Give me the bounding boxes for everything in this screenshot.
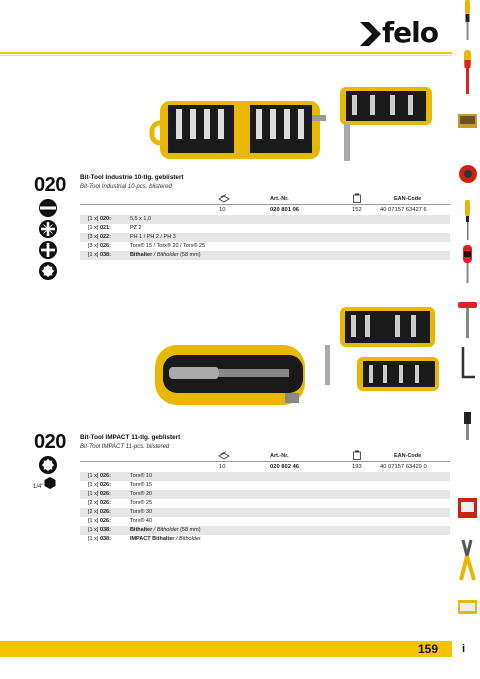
ean-code: 40 07157 63429 0 [380, 464, 427, 470]
ean-code: 40 07157 63427 6 [380, 207, 427, 213]
weight: 193 [352, 464, 362, 470]
table-row: [1 x] 021: PZ 2 [88, 225, 142, 231]
hex-key-icon[interactable] [457, 345, 478, 383]
bit-box-icon[interactable] [457, 110, 478, 134]
torx-tip-icon [38, 261, 58, 281]
precision-screwdriver-icon[interactable] [457, 200, 478, 242]
pack-quantity: 10 [219, 464, 226, 470]
table-rule [80, 204, 450, 205]
header-rule [0, 52, 452, 54]
table-row: [2 x] 026: Torx® 30 [80, 508, 450, 517]
slotted-tip-icon [38, 198, 58, 218]
wrench-case-icon[interactable] [457, 160, 478, 188]
weight-icon [353, 193, 361, 203]
socket-bit-icon[interactable] [457, 410, 478, 442]
product-title: Bit-Tool IMPACT 11-tlg. geblistert [80, 434, 181, 441]
table-row: [1 x] 020: 5,5 x 1,0 [80, 215, 450, 224]
phillips-tip-icon [38, 240, 58, 260]
bit-tool-impact-photo [145, 305, 445, 417]
bit-tool-industrial-photo [140, 83, 440, 163]
drive-size-label: 1/4" [33, 484, 44, 490]
table-row: [1 x] 026: Torx® 15 [88, 482, 153, 488]
pack-quantity-icon [218, 451, 230, 460]
product-subtitle: Bit-Tool IMPACT 11-pcs. blistered [80, 444, 170, 450]
logo-chevron-icon [360, 22, 382, 46]
insulated-screwdriver-icon[interactable] [457, 50, 478, 96]
contents-table [80, 215, 450, 260]
t-handle-icon[interactable] [457, 300, 478, 340]
table-rule [80, 461, 450, 462]
footer-bar [0, 641, 452, 657]
logo-text: felo [382, 16, 439, 49]
pack-quantity-icon [218, 194, 230, 203]
art-nr-header: Art.-Nr. [270, 453, 289, 459]
page-number: 159 [418, 642, 439, 656]
felo-logo [360, 18, 450, 50]
index-mark: i [462, 643, 466, 655]
section-number: 020 [34, 174, 66, 196]
product-subtitle: Bit-Tool Industrial 10-pcs. blistered [80, 184, 172, 190]
category-sidebar [455, 0, 480, 640]
screwdriver-icon[interactable] [457, 0, 478, 42]
ean-header: EAN-Code [394, 453, 422, 459]
table-row: [1 x] 026: Torx® 20 [80, 490, 450, 499]
art-nr: 020 802 46 [270, 464, 300, 470]
contents-table [80, 472, 450, 544]
art-nr: 020 801 06 [270, 207, 300, 213]
bit-holder-set-icon[interactable] [457, 596, 478, 618]
product-title: Bit-Tool Industrie 10-tlg. geblistert [80, 174, 184, 181]
table-row: [3 x] 022: PH 1 / PH 2 / PH 3 [80, 233, 450, 242]
ean-header: EAN-Code [394, 196, 422, 202]
section-number: 020 [34, 431, 66, 453]
table-row: [1 x] 026: Torx® 10 [80, 472, 450, 481]
table-row: [1 x] 038: Bithalter / Bitholder (58 mm) [80, 526, 450, 535]
table-row: [2 x] 026: Torx® 25 [88, 500, 153, 506]
red-bit-case-icon[interactable] [457, 495, 478, 521]
table-row: [3 x] 026: Torx® 15 / Torx® 20 / Torx® 25 [88, 243, 206, 249]
pozidriv-tip-icon [38, 219, 58, 239]
art-nr-header: Art.-Nr. [270, 196, 289, 202]
weight: 152 [352, 207, 362, 213]
table-row: [1 x] 026: Torx® 40 [88, 518, 153, 524]
pack-quantity: 10 [219, 207, 226, 213]
ergonic-screwdriver-icon[interactable] [457, 245, 478, 285]
header-rule-secondary [0, 55, 452, 56]
table-row: [1 x] 038: Bithalter / Bitholder (58 mm) [80, 251, 450, 260]
weight-icon [353, 450, 361, 460]
table-row: [1 x] 038: IMPACT Bithalter / Bitholder [88, 536, 201, 542]
hex-drive-icon [43, 476, 57, 490]
pliers-icon[interactable] [457, 538, 478, 582]
torx-tip-icon [38, 455, 58, 475]
